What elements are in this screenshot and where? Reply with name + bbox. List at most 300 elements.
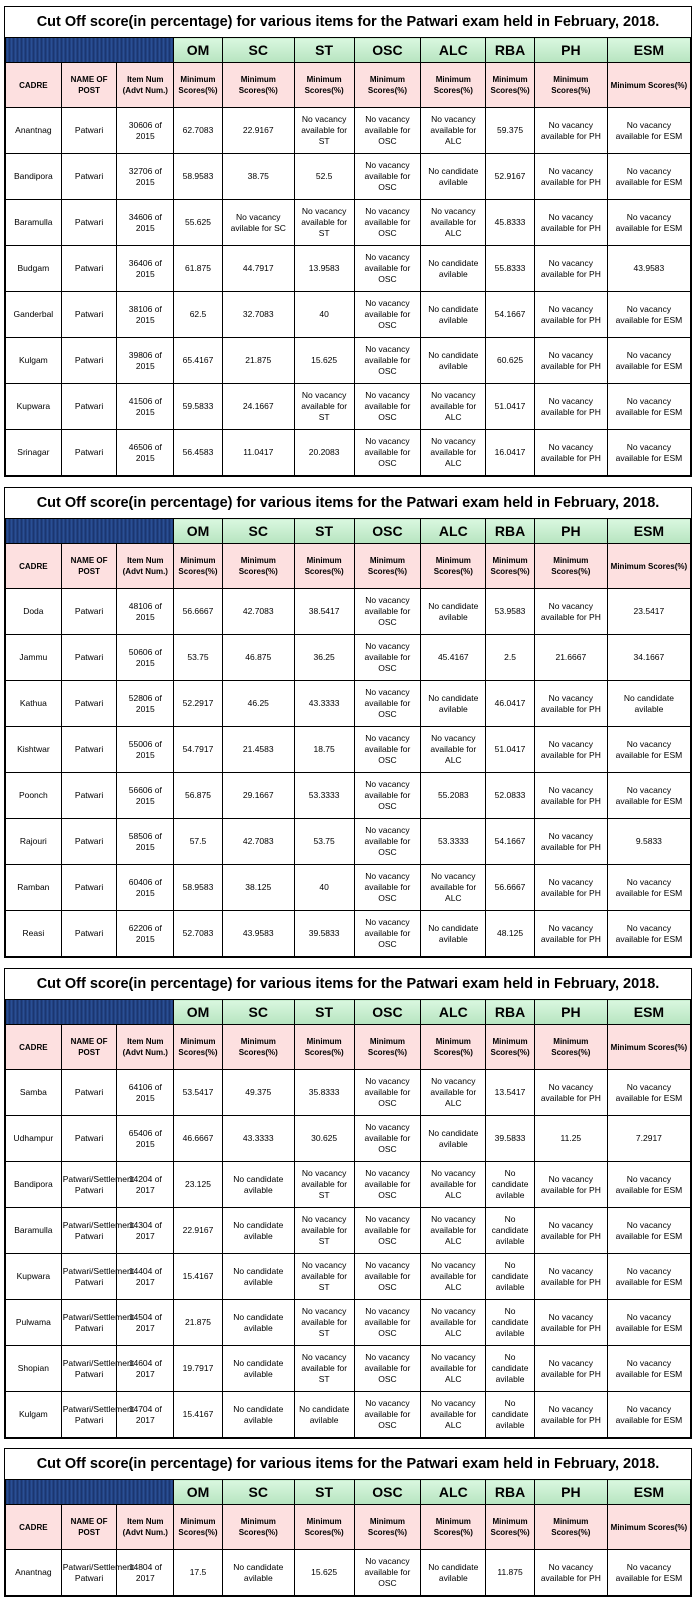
item-cell: 14504 of 2017 [117, 1300, 174, 1346]
st-cell: 39.5833 [294, 911, 354, 957]
cutoff-table [5, 1479, 691, 1596]
sc-cell: No candidate avilable [222, 1392, 294, 1438]
category-header-osc: OSC [354, 519, 421, 544]
osc-cell: No vacancy available for OSC [354, 911, 421, 957]
rba-cell: No candidate avilable [486, 1392, 535, 1438]
rba-cell: 16.0417 [486, 430, 535, 476]
item-cell: 36406 of 2015 [117, 246, 174, 292]
om-cell: 57.5 [174, 819, 223, 865]
item-cell: 52806 of 2015 [117, 681, 174, 727]
post-header: NAME OF POST [61, 544, 117, 589]
cadre-cell: Srinagar [6, 430, 62, 476]
sc-cell: No candidate avilable [222, 1162, 294, 1208]
cadre-cell: Kupwara [6, 1254, 62, 1300]
section-title: Cut Off score(in percentage) for various items for the Patwari exam held in February, 2018. [36, 976, 660, 992]
st-cell: No vacancy available for ST [294, 1208, 354, 1254]
sc-cell: 38.75 [222, 154, 294, 200]
osc-cell: No vacancy available for OSC [354, 338, 421, 384]
esm-cell: No vacancy available for ESM [607, 384, 690, 430]
item-cell: 14704 of 2017 [117, 1392, 174, 1438]
osc-cell: No vacancy available for OSC [354, 681, 421, 727]
table-row [6, 1550, 691, 1596]
ph-cell: No vacancy available for PH [534, 1070, 607, 1116]
cadre-cell: Rajouri [6, 819, 62, 865]
esm-cell: No vacancy available for ESM [607, 1392, 690, 1438]
ph-cell: No vacancy available for PH [534, 727, 607, 773]
post-cell: Patwari/Settlement Patwari [61, 1346, 117, 1392]
alc-cell: No vacancy available for ALC [421, 108, 486, 154]
sc-cell: No vacancy avilable for SC [222, 200, 294, 246]
om-cell: 22.9167 [174, 1208, 223, 1254]
alc-cell: No candidate avilable [421, 911, 486, 957]
min-score-header: Minimum Scores(%) [294, 1025, 354, 1070]
sc-cell: 43.3333 [222, 1116, 294, 1162]
min-score-header: Minimum Scores(%) [486, 1505, 535, 1550]
category-header-alc: ALC [421, 1480, 486, 1505]
om-cell: 58.9583 [174, 154, 223, 200]
header-band [6, 1000, 174, 1025]
category-header-om: OM [174, 519, 223, 544]
section-title: Cut Off score(in percentage) for various items for the Patwari exam held in February, 2018. [36, 495, 660, 511]
table-row [6, 292, 691, 338]
post-cell: Patwari [61, 154, 117, 200]
rba-cell: 56.6667 [486, 865, 535, 911]
osc-cell: No vacancy available for OSC [354, 108, 421, 154]
sc-cell: 32.7083 [222, 292, 294, 338]
sc-cell: 11.0417 [222, 430, 294, 476]
cadre-cell: Doda [6, 589, 62, 635]
post-cell: Patwari/Settlement Patwari [61, 1254, 117, 1300]
sc-cell: 21.4583 [222, 727, 294, 773]
sc-cell: 43.9583 [222, 911, 294, 957]
category-header-osc: OSC [354, 1000, 421, 1025]
category-header-ph: PH [534, 1000, 607, 1025]
alc-cell: No candidate avilable [421, 1116, 486, 1162]
rba-cell: 51.0417 [486, 384, 535, 430]
item-cell: 64106 of 2015 [117, 1070, 174, 1116]
st-cell: 30.625 [294, 1116, 354, 1162]
sub-header-row [6, 1025, 691, 1070]
ph-cell: 11.25 [534, 1116, 607, 1162]
category-header-ph: PH [534, 38, 607, 63]
osc-cell: No vacancy available for OSC [354, 635, 421, 681]
ph-cell: No vacancy available for PH [534, 1254, 607, 1300]
om-cell: 21.875 [174, 1300, 223, 1346]
cutoff-table-section [4, 968, 692, 1439]
om-cell: 56.875 [174, 773, 223, 819]
ph-cell: No vacancy available for PH [534, 911, 607, 957]
post-cell: Patwari [61, 589, 117, 635]
post-cell: Patwari/Settlement Patwari [61, 1300, 117, 1346]
table-row [6, 154, 691, 200]
table-row [6, 911, 691, 957]
cadre-cell: Reasi [6, 911, 62, 957]
om-cell: 55.625 [174, 200, 223, 246]
rba-cell: No candidate avilable [486, 1208, 535, 1254]
cadre-cell: Bandipora [6, 154, 62, 200]
rba-cell: 13.5417 [486, 1070, 535, 1116]
ph-cell: No vacancy available for PH [534, 1162, 607, 1208]
post-cell: Patwari [61, 246, 117, 292]
category-header-sc: SC [222, 1000, 294, 1025]
st-cell: 53.75 [294, 819, 354, 865]
esm-cell: 7.2917 [607, 1116, 690, 1162]
cadre-cell: Poonch [6, 773, 62, 819]
osc-cell: No vacancy available for OSC [354, 819, 421, 865]
min-score-header: Minimum Scores(%) [354, 63, 421, 108]
item-cell: 14204 of 2017 [117, 1162, 174, 1208]
alc-cell: No candidate avilable [421, 1550, 486, 1596]
category-header-row [6, 519, 691, 544]
min-score-header: Minimum Scores(%) [607, 1025, 690, 1070]
sc-cell: 42.7083 [222, 589, 294, 635]
min-score-header: Minimum Scores(%) [486, 63, 535, 108]
item-cell: 39806 of 2015 [117, 338, 174, 384]
post-cell: Patwari [61, 430, 117, 476]
min-score-header: Minimum Scores(%) [174, 1505, 223, 1550]
min-score-header: Minimum Scores(%) [174, 63, 223, 108]
cadre-cell: Kulgam [6, 1392, 62, 1438]
osc-cell: No vacancy available for OSC [354, 246, 421, 292]
om-cell: 23.125 [174, 1162, 223, 1208]
cadre-cell: Udhampur [6, 1116, 62, 1162]
table-row [6, 1346, 691, 1392]
item-cell: 14604 of 2017 [117, 1346, 174, 1392]
category-header-alc: ALC [421, 519, 486, 544]
om-cell: 53.5417 [174, 1070, 223, 1116]
ph-cell: No vacancy available for PH [534, 384, 607, 430]
min-score-header: Minimum Scores(%) [222, 1025, 294, 1070]
min-score-header: Minimum Scores(%) [294, 544, 354, 589]
category-header-om: OM [174, 1480, 223, 1505]
alc-cell: No vacancy available for ALC [421, 430, 486, 476]
item-cell: 56606 of 2015 [117, 773, 174, 819]
category-header-ph: PH [534, 519, 607, 544]
rba-cell: 52.9167 [486, 154, 535, 200]
category-header-st: ST [294, 1000, 354, 1025]
st-cell: 43.3333 [294, 681, 354, 727]
cadre-cell: Kathua [6, 681, 62, 727]
table-row [6, 384, 691, 430]
table-row [6, 1116, 691, 1162]
item-cell: 48106 of 2015 [117, 589, 174, 635]
min-score-header: Minimum Scores(%) [174, 1025, 223, 1070]
min-score-header: Minimum Scores(%) [222, 1505, 294, 1550]
esm-cell: No vacancy available for ESM [607, 1208, 690, 1254]
sub-header-row [6, 1505, 691, 1550]
st-cell: 53.3333 [294, 773, 354, 819]
item-header: Item Num (Advt Num.) [117, 544, 174, 589]
item-cell: 14404 of 2017 [117, 1254, 174, 1300]
alc-cell: No candidate avilable [421, 338, 486, 384]
category-header-esm: ESM [607, 1000, 690, 1025]
sc-cell: No candidate avilable [222, 1550, 294, 1596]
category-header-rba: RBA [486, 519, 535, 544]
min-score-header: Minimum Scores(%) [222, 63, 294, 108]
om-cell: 52.2917 [174, 681, 223, 727]
sc-cell: 46.875 [222, 635, 294, 681]
cutoff-table [5, 999, 691, 1438]
alc-cell: 55.2083 [421, 773, 486, 819]
min-score-header: Minimum Scores(%) [174, 544, 223, 589]
st-cell: No vacancy available for ST [294, 384, 354, 430]
ph-cell: No vacancy available for PH [534, 865, 607, 911]
post-cell: Patwari [61, 819, 117, 865]
min-score-header: Minimum Scores(%) [222, 544, 294, 589]
rba-cell: No candidate avilable [486, 1254, 535, 1300]
min-score-header: Minimum Scores(%) [354, 1505, 421, 1550]
om-cell: 56.6667 [174, 589, 223, 635]
cadre-header: CADRE [6, 544, 62, 589]
post-cell: Patwari/Settlement Patwari [61, 1208, 117, 1254]
sub-header-row [6, 63, 691, 108]
cadre-cell: Budgam [6, 246, 62, 292]
item-cell: 58506 of 2015 [117, 819, 174, 865]
min-score-header: Minimum Scores(%) [486, 544, 535, 589]
table-row [6, 1300, 691, 1346]
om-cell: 62.5 [174, 292, 223, 338]
table-row [6, 865, 691, 911]
section-title: Cut Off score(in percentage) for various items for the Patwari exam held in February, 2018. [36, 14, 660, 30]
min-score-header: Minimum Scores(%) [354, 544, 421, 589]
osc-cell: No vacancy available for OSC [354, 865, 421, 911]
post-header: NAME OF POST [61, 1505, 117, 1550]
item-cell: 14304 of 2017 [117, 1208, 174, 1254]
alc-cell: No vacancy available for ALC [421, 1070, 486, 1116]
post-cell: Patwari/Settlement Patwari [61, 1550, 117, 1596]
item-cell: 62206 of 2015 [117, 911, 174, 957]
table-row [6, 773, 691, 819]
post-cell: Patwari [61, 384, 117, 430]
alc-cell: No candidate avilable [421, 246, 486, 292]
om-cell: 58.9583 [174, 865, 223, 911]
ph-cell: No vacancy available for PH [534, 1300, 607, 1346]
st-cell: 52.5 [294, 154, 354, 200]
cadre-cell: Samba [6, 1070, 62, 1116]
st-cell: 40 [294, 292, 354, 338]
table-row [6, 1070, 691, 1116]
esm-cell: No vacancy available for ESM [607, 1070, 690, 1116]
alc-cell: No vacancy available for ALC [421, 1208, 486, 1254]
post-cell: Patwari/Settlement Patwari [61, 1392, 117, 1438]
min-score-header: Minimum Scores(%) [294, 63, 354, 108]
cadre-cell: Kulgam [6, 338, 62, 384]
category-header-sc: SC [222, 38, 294, 63]
alc-cell: No vacancy available for ALC [421, 1392, 486, 1438]
item-header: Item Num (Advt Num.) [117, 1505, 174, 1550]
post-cell: Patwari/Settlement Patwari [61, 1162, 117, 1208]
category-header-row [6, 38, 691, 63]
ph-cell: No vacancy available for PH [534, 589, 607, 635]
min-score-header: Minimum Scores(%) [486, 1025, 535, 1070]
item-cell: 41506 of 2015 [117, 384, 174, 430]
rba-cell: 55.8333 [486, 246, 535, 292]
esm-cell: 43.9583 [607, 246, 690, 292]
rba-cell: No candidate avilable [486, 1346, 535, 1392]
table-row [6, 1208, 691, 1254]
min-score-header: Minimum Scores(%) [421, 1505, 486, 1550]
esm-cell: 34.1667 [607, 635, 690, 681]
post-cell: Patwari [61, 911, 117, 957]
alc-cell: No vacancy available for ALC [421, 1300, 486, 1346]
st-cell: No vacancy available for ST [294, 108, 354, 154]
st-cell: No vacancy available for ST [294, 1300, 354, 1346]
cutoff-table [5, 37, 691, 476]
post-cell: Patwari [61, 635, 117, 681]
cadre-cell: Kupwara [6, 384, 62, 430]
sc-cell: No candidate avilable [222, 1346, 294, 1392]
post-cell: Patwari [61, 292, 117, 338]
rba-cell: 51.0417 [486, 727, 535, 773]
osc-cell: No vacancy available for OSC [354, 430, 421, 476]
alc-cell: No vacancy available for ALC [421, 1346, 486, 1392]
table-row [6, 635, 691, 681]
ph-cell: No vacancy available for PH [534, 1392, 607, 1438]
item-cell: 65406 of 2015 [117, 1116, 174, 1162]
cadre-cell: Anantnag [6, 1550, 62, 1596]
ph-cell: No vacancy available for PH [534, 773, 607, 819]
cadre-cell: Baramulla [6, 1208, 62, 1254]
osc-cell: No vacancy available for OSC [354, 773, 421, 819]
category-header-osc: OSC [354, 1480, 421, 1505]
esm-cell: No vacancy available for ESM [607, 1254, 690, 1300]
st-cell: 18.75 [294, 727, 354, 773]
sc-cell: No candidate avilable [222, 1208, 294, 1254]
om-cell: 65.4167 [174, 338, 223, 384]
osc-cell: No vacancy available for OSC [354, 1346, 421, 1392]
alc-cell: No vacancy available for ALC [421, 727, 486, 773]
osc-cell: No vacancy available for OSC [354, 1300, 421, 1346]
rba-cell: 39.5833 [486, 1116, 535, 1162]
st-cell: 15.625 [294, 338, 354, 384]
esm-cell: No vacancy available for ESM [607, 338, 690, 384]
esm-cell: No vacancy available for ESM [607, 154, 690, 200]
st-cell: 20.2083 [294, 430, 354, 476]
table-row [6, 108, 691, 154]
post-cell: Patwari [61, 773, 117, 819]
category-header-rba: RBA [486, 38, 535, 63]
item-cell: 34606 of 2015 [117, 200, 174, 246]
cadre-cell: Ganderbal [6, 292, 62, 338]
item-cell: 38106 of 2015 [117, 292, 174, 338]
category-header-om: OM [174, 38, 223, 63]
ph-cell: No vacancy available for PH [534, 1208, 607, 1254]
ph-cell: No vacancy available for PH [534, 1550, 607, 1596]
sc-cell: 29.1667 [222, 773, 294, 819]
cadre-cell: Baramulla [6, 200, 62, 246]
rba-cell: 11.875 [486, 1550, 535, 1596]
esm-cell: No vacancy available for ESM [607, 430, 690, 476]
table-row [6, 589, 691, 635]
item-cell: 30606 of 2015 [117, 108, 174, 154]
osc-cell: No vacancy available for OSC [354, 154, 421, 200]
om-cell: 15.4167 [174, 1392, 223, 1438]
om-cell: 61.875 [174, 246, 223, 292]
category-header-st: ST [294, 519, 354, 544]
alc-cell: No vacancy available for ALC [421, 384, 486, 430]
min-score-header: Minimum Scores(%) [607, 1505, 690, 1550]
osc-cell: No vacancy available for OSC [354, 1254, 421, 1300]
sc-cell: 21.875 [222, 338, 294, 384]
st-cell: No vacancy available for ST [294, 1254, 354, 1300]
category-header-row [6, 1000, 691, 1025]
alc-cell: No vacancy available for ALC [421, 865, 486, 911]
alc-cell: No vacancy available for ALC [421, 1162, 486, 1208]
st-cell: No vacancy available for ST [294, 1346, 354, 1392]
osc-cell: No vacancy available for OSC [354, 1116, 421, 1162]
ph-cell: No vacancy available for PH [534, 154, 607, 200]
min-score-header: Minimum Scores(%) [421, 1025, 486, 1070]
min-score-header: Minimum Scores(%) [607, 63, 690, 108]
rba-cell: 45.8333 [486, 200, 535, 246]
table-row [6, 338, 691, 384]
sc-cell: 42.7083 [222, 819, 294, 865]
esm-cell: No vacancy available for ESM [607, 1550, 690, 1596]
osc-cell: No vacancy available for OSC [354, 1070, 421, 1116]
post-header: NAME OF POST [61, 1025, 117, 1070]
osc-cell: No vacancy available for OSC [354, 292, 421, 338]
post-cell: Patwari [61, 1116, 117, 1162]
osc-cell: No vacancy available for OSC [354, 727, 421, 773]
cadre-cell: Pulwama [6, 1300, 62, 1346]
osc-cell: No vacancy available for OSC [354, 200, 421, 246]
post-cell: Patwari [61, 338, 117, 384]
osc-cell: No vacancy available for OSC [354, 1550, 421, 1596]
ph-cell: No vacancy available for PH [534, 1346, 607, 1392]
min-score-header: Minimum Scores(%) [534, 544, 607, 589]
min-score-header: Minimum Scores(%) [607, 544, 690, 589]
category-header-rba: RBA [486, 1000, 535, 1025]
cadre-cell: Kishtwar [6, 727, 62, 773]
om-cell: 17.5 [174, 1550, 223, 1596]
alc-cell: 53.3333 [421, 819, 486, 865]
sc-cell: 22.9167 [222, 108, 294, 154]
ph-cell: No vacancy available for PH [534, 292, 607, 338]
rba-cell: 48.125 [486, 911, 535, 957]
sc-cell: 38.125 [222, 865, 294, 911]
sc-cell: No candidate avilable [222, 1300, 294, 1346]
item-cell: 46506 of 2015 [117, 430, 174, 476]
esm-cell: 9.5833 [607, 819, 690, 865]
osc-cell: No vacancy available for OSC [354, 589, 421, 635]
rba-cell: 53.9583 [486, 589, 535, 635]
header-band [6, 38, 174, 63]
st-cell: 15.625 [294, 1550, 354, 1596]
sc-cell: 49.375 [222, 1070, 294, 1116]
om-cell: 59.5833 [174, 384, 223, 430]
cutoff-table-section [4, 6, 692, 477]
rba-cell: 2.5 [486, 635, 535, 681]
ph-cell: No vacancy available for PH [534, 681, 607, 727]
esm-cell: No vacancy available for ESM [607, 292, 690, 338]
category-header-st: ST [294, 1480, 354, 1505]
min-score-header: Minimum Scores(%) [534, 1505, 607, 1550]
om-cell: 53.75 [174, 635, 223, 681]
post-cell: Patwari [61, 727, 117, 773]
table-row [6, 200, 691, 246]
alc-cell: No candidate avilable [421, 681, 486, 727]
sc-cell: 44.7917 [222, 246, 294, 292]
rba-cell: 52.0833 [486, 773, 535, 819]
osc-cell: No vacancy available for OSC [354, 1392, 421, 1438]
post-cell: Patwari [61, 865, 117, 911]
item-cell: 14804 of 2017 [117, 1550, 174, 1596]
min-score-header: Minimum Scores(%) [421, 544, 486, 589]
cadre-cell: Bandipora [6, 1162, 62, 1208]
rba-cell: No candidate avilable [486, 1162, 535, 1208]
rba-cell: No candidate avilable [486, 1300, 535, 1346]
table-row [6, 819, 691, 865]
